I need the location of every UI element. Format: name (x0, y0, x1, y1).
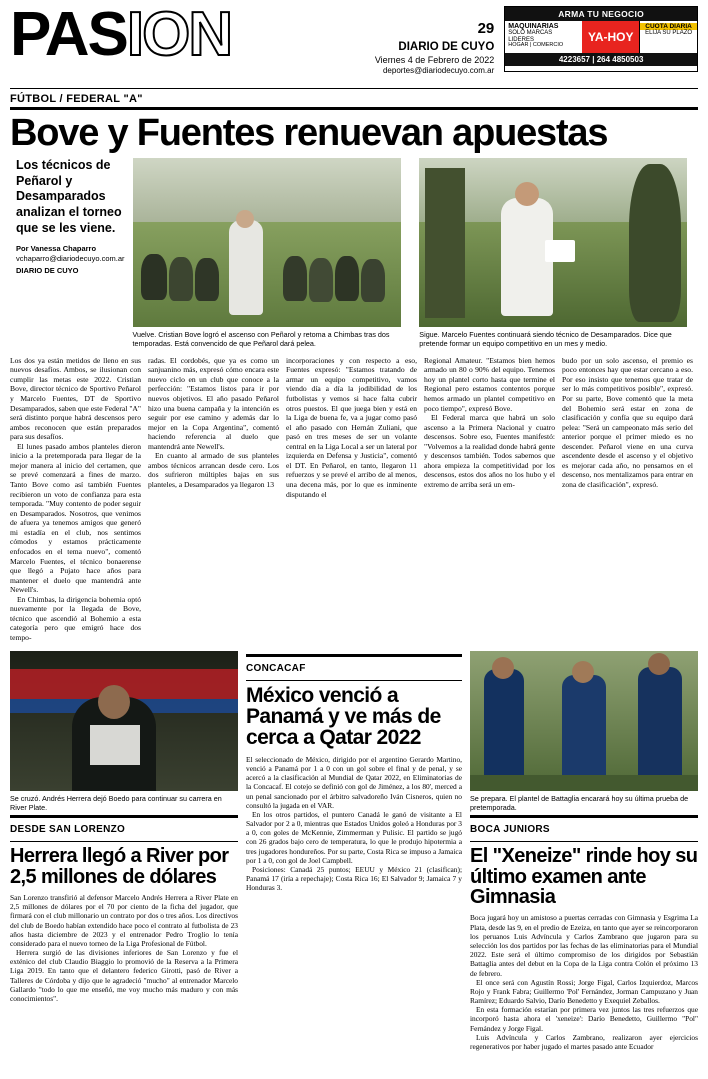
paragraph: Boca jugará hoy un amistoso a puertas cerradas con Gimnasia y Esgrima La Plata, desde las 9, en el predio de Ezeiza, en tanto que ayer se reincorporaron los peruanos Luis Advíncula y Carlos Zambrano que jugaron para su selección los dos partidos por las fechas de las eliminatorias para el Mundial 2022. Este será el último compromiso de los dirigidos por Sebastián Battaglia antes del debut en la Copa de la Liga contra Colón el próximo 13 de febrero. (470, 913, 698, 978)
masthead-info (336, 6, 504, 75)
lead-top-area (10, 158, 698, 349)
caption-right: Sigue. Marcelo Fuentes continuará siendo técnico de Desamparados. Dice que pretende formar un equipo competitivo en un mes y medio. (419, 330, 672, 349)
page-title: Bove y Fuentes renuevan apuestas (10, 112, 608, 154)
photo-left-wrap (133, 158, 412, 349)
publication-logo: PASION (10, 0, 232, 69)
photo-herrera (10, 651, 238, 791)
paragraph: En los otros partidos, el puntero Canadá le ganó de visitante a El Salvador por 2 a 0, mientras que Estados Unidos goleó a Honduras por 3 a 0, con goles de McKennie, Zimmerman y Pulisic. El partido se jugó con 26 grados bajo cero de temperatura, lo que le produjo hipotermia a tres jugadores hondureños. Por su parte, Costa Rica se impuso a Jamaica por 1 a 0, con gol de Joel Campbell. (246, 809, 462, 865)
ad-terms (639, 21, 697, 53)
photo-fuentes (419, 158, 687, 327)
photo-right-wrap (419, 158, 698, 349)
paragraph: San Lorenzo transfirió al defensor Marcelo Andrés Herrera a River Plate en 2,5 millones de dólares por el 70 por ciento de la ficha del jugador, que firmará con el club millonario un contrato por dos o tres años. Los directivos del club de Boedo habían extendido hace poco el contrato al futbolista de 23 años hasta diciembre de 2023 y el entrenador Pedro Troglio lo tenía considerado para el nuevo torneo de la Liga Profesional de Fútbol. (10, 893, 238, 948)
ad-brand (505, 21, 582, 53)
body-boca (470, 913, 698, 1051)
masthead (10, 0, 698, 84)
paragraph: En esta formación estarían por primera vez juntos las tres refuerzos que incorporó hasta ahora el 'xeneize': Darío Benedetto, Guillermo "Pol" Fernández y Jorge Figal. (470, 1005, 698, 1033)
photo-boca (470, 651, 698, 791)
ad-plazo-label: ELIJA SU PLAZO (645, 30, 693, 36)
paragraph: El once será con Agustín Rossi; Jorge Figal, Carlos Izquierdoz, Marcos Rojo y Frank Fabra; Guillermo 'Pol' Fernández, Jorman Campuzano y Juan Ramírez; Eduardo Salvio, Darío Benedetto y Exequiel Zeballos. (470, 977, 698, 1006)
ad-phones: 4223657 | 264 4850503 (505, 53, 697, 66)
section-underline-right (470, 841, 698, 842)
paragraph: El Federal marca que habrá un solo ascenso a la Primera Nacional y cuatro descensos. Sobre eso, Fuentes manifestó: "Volvemos a la realidad donde habrá gente y descensos también. Todos sabemos que ahora empieza la competitividad por los descensos, estos dos años no los hubo y el extremo de arriba será un em- (424, 413, 555, 490)
masthead-divider (10, 88, 698, 89)
section-email: deportes@diariodecuyo.com.ar (382, 66, 495, 75)
photo-bove (133, 158, 401, 327)
section-label-concacaf: CONCACAF (246, 662, 306, 674)
body-column-3 (286, 356, 417, 643)
byline-email: vchaparro@diariodecuyo.com.ar (16, 254, 125, 264)
paragraph: El seleccionado de México, dirigido por el argentino Gerardo Martino, venció a Panamá por 1 a 0 con un gol sobre el final y de penal, y se acercó a la clasificación al Mundial de Qatar 2022, en Eliminatorias de la Concacaf. El cotejo se definió con gol de Jiménez, a los 80', merced a un penal sancionado por el árbitro salvadoreño Iván Cisneros, quien no consultó la jugada en el VAR. (246, 754, 462, 810)
paragraph: Herrera surgió de las divisiones inferiores de San Lorenzo y fue el exténico del club Claudio Biaggio lo promovió de la Reserva a la Primera Liga 2019. En tanto que el delantero federico Girotti, pasó de River a Talleres de Córdoba y dijo que le agradeció "mucho" al entrenador Marcelo Gallardo "todo lo que me enseñó, me voy mucho más maduro y con más conocimientos". (10, 948, 238, 1003)
article-concacaf (246, 651, 462, 1051)
caption-left: Vuelve. Cristian Bove logró el ascenso con Peñarol y retoma a Chimbas tras dos temporadas. Está convencido de que Peñarol dará pelea. (132, 330, 390, 349)
ad-headline: ARMA TU NEGOCIO (505, 7, 697, 21)
lead-column (10, 158, 125, 349)
headline-herrera: Herrera llegó a River por 2,5 millones de dólares (10, 845, 229, 888)
body-column-1 (10, 356, 141, 643)
ad-yahoy-badge: YA-HOY (582, 21, 639, 53)
paragraph: El lunes pasado ambos planteles dieron inicio a la pretemporada para llegar de la mejor manera al inicio del certamen, que se prevé comenzará a fines de marzo. Tanto Bove como así también Fuentes recibieron un voto de confianza para esta temporada. "Muy contento de poder seguir en Desamparados. Nosotros, que venimos de afuera ya tenemos amigos que generó mi estadía en el club, nos sentimos cómodos y estamos prácticamente enfocados en el tema nuevo", comentó Marcelo Fuentes, el técnico bonaerense que llegó a Pujato hace años para mantener el duelo que mantendrá ante Newell's. (10, 441, 141, 595)
body-column-4 (424, 356, 555, 643)
paragraph: budo por un solo ascenso, el premio es poco entonces hay que estar cercano a eso. Por eso insisto que tenemos que tratar de ser lo más competitivos posible", expresó. Por su parte, Bove comentó que la meta del Bohemio será estar en zona de clasificación y confía que su equipo dará pelea: "Será un campeonato más serio del anterior porque el primer miedo es no descender. Peñarol viene en una curva ascendente desde el ascenso y el objetivo es mejorar cada año, no pensamos en el descenso, nos mentalizamos para entrar en zona de clasificación", expresó. (562, 355, 693, 490)
issue-date: Viernes 4 de Febrero de 2022 (374, 55, 495, 65)
masthead-logo-box (10, 0, 336, 69)
article-boca (470, 651, 698, 1051)
paragraph: Regional Amateur. "Estamos bien hemos armado un 80 o 90% del equipo. Tenemos hoy un plantel corto hasta que termine el Regional pero estamos contentos porque hemos armado un plantel competitivo en poco tiempo", expresó Bove. (424, 355, 555, 413)
bottom-section (10, 651, 698, 1051)
section-underline-left (10, 841, 238, 842)
lead-paragraph: Los técnicos de Peñarol y Desamparados analizan el torneo que se les viene. (16, 158, 122, 235)
paragraph: Posiciones: Canadá 25 puntos; EEUU y México 21 (clasifican); Panamá 17 (iría a repechaje); Costa Rica 16; El Salvador 9; Jamaica 7 y Honduras 3. (246, 864, 462, 893)
ad-brand-line1: MAQUINARIAS (508, 23, 559, 30)
paragraph: En Chimbas, la dirigencia bohemia optó nuevamente por la llegada de Bove, técnico que ascendió al Bohemio a esta categoría pero que emigró hace dos tempo- (10, 594, 141, 643)
ad-brand-line2: SOLO MARCAS LIDERES (508, 30, 553, 43)
paper-name: DIARIO DE CUYO (398, 41, 495, 53)
ad-body (505, 21, 697, 53)
kicker-rule (10, 107, 698, 110)
section-rule-mid (246, 654, 462, 657)
body-mexico (246, 755, 462, 893)
ad-brand-line3: HOGAR | COMERCIO (508, 41, 564, 48)
section-rule-right (470, 815, 698, 818)
advertisement[interactable] (504, 6, 698, 72)
paragraph: incorporaciones y con respecto a eso, Fuentes expresó: "Estamos tratando de armar un equipo competitivo, vamos viendo día a día la jodibilidad de los futbolistas y vemos si hace falta cubrir otros puestos. El que juega bien y está en la Liga de buena fe, va a jugar como pasó el año pasado con Hernán Zuliani, que pasó en tres meses de ser un volante central en la Liga Local a ser un lateral por izquierda en Defensa y Justicia", comentó el DT. En Peñarol, en tanto, llegaron 11 refuerzos y se prevé el arribo de al menos, una decena más, por lo que es inminente disputando el (286, 355, 417, 499)
headline-mexico: México venció a Panamá y ve más de cerca a Qatar 2022 (246, 683, 441, 750)
article-san-lorenzo (10, 651, 238, 1051)
headline-boca: El "Xeneize" rinde hoy su último examen ante Gimnasia (470, 845, 698, 909)
byline-author: Por Vanessa Chaparro (16, 244, 97, 254)
paragraph: Los dos ya están metidos de lleno en sus nuevos desafíos. Ambos, se ilusionan con cumplir las metas este 2022. Cristian Bove, director técnico de Sportivo Peñarol y Marcelo Fuentes, DT de Sportivo Desamparados, saben que este Federal "A" será distinto porque habrá descensos pero ambos reconocen que están preparados para sus desafíos. (10, 355, 141, 442)
lead-body-columns (10, 356, 698, 643)
byline-org: DIARIO DE CUYO (16, 266, 79, 276)
page-number: 29 (477, 20, 495, 37)
caption-boca: Se prepara. El plantel de Battaglia encarará hoy su última prueba de pretemporada. (470, 793, 689, 812)
section-label-san-lorenzo: DESDE SAN LORENZO (10, 824, 126, 836)
caption-herrera: Se cruzó. Andrés Herrera dejó Boedo para continuar su carrera en River Plate. (10, 793, 222, 812)
paragraph: En cuanto al armado de sus planteles ambos técnicos arrancan desde cero. Los dos sufrieron múltiples bajas en sus planteles, a Desamparados ya llegaron 13 (148, 451, 279, 490)
section-underline-mid (246, 680, 462, 681)
section-kicker: FÚTBOL / FEDERAL "A" (10, 93, 143, 105)
ad-cuota-label: CUOTA DIARIA (640, 23, 697, 30)
paragraph: radas. El cordobés, que ya es como un sanjuanino más, expresó cómo encara este nuevo ciclo en un club que conoce a la perfección: "Estamos listos para ir por nuevos objetivos. El año pasado Peñarol hizo una buena campaña y la intención es seguir por ese camino y además dar lo mejor en la Copa Argentina", comentó haciendo referencia al duelo que mantendrá ante Newell's. (148, 355, 279, 451)
body-herrera (10, 893, 238, 1003)
body-column-2 (148, 356, 279, 643)
section-rule-left (10, 815, 238, 818)
byline (10, 244, 125, 276)
paragraph: Luis Advíncula y Carlos Zambrano, realizaron ayer ejercicios regenerativos por haber jugado el martes pasado ante Ecuador (470, 1032, 698, 1051)
body-column-5 (562, 356, 693, 643)
section-label-boca: BOCA JUNIORS (470, 824, 550, 836)
